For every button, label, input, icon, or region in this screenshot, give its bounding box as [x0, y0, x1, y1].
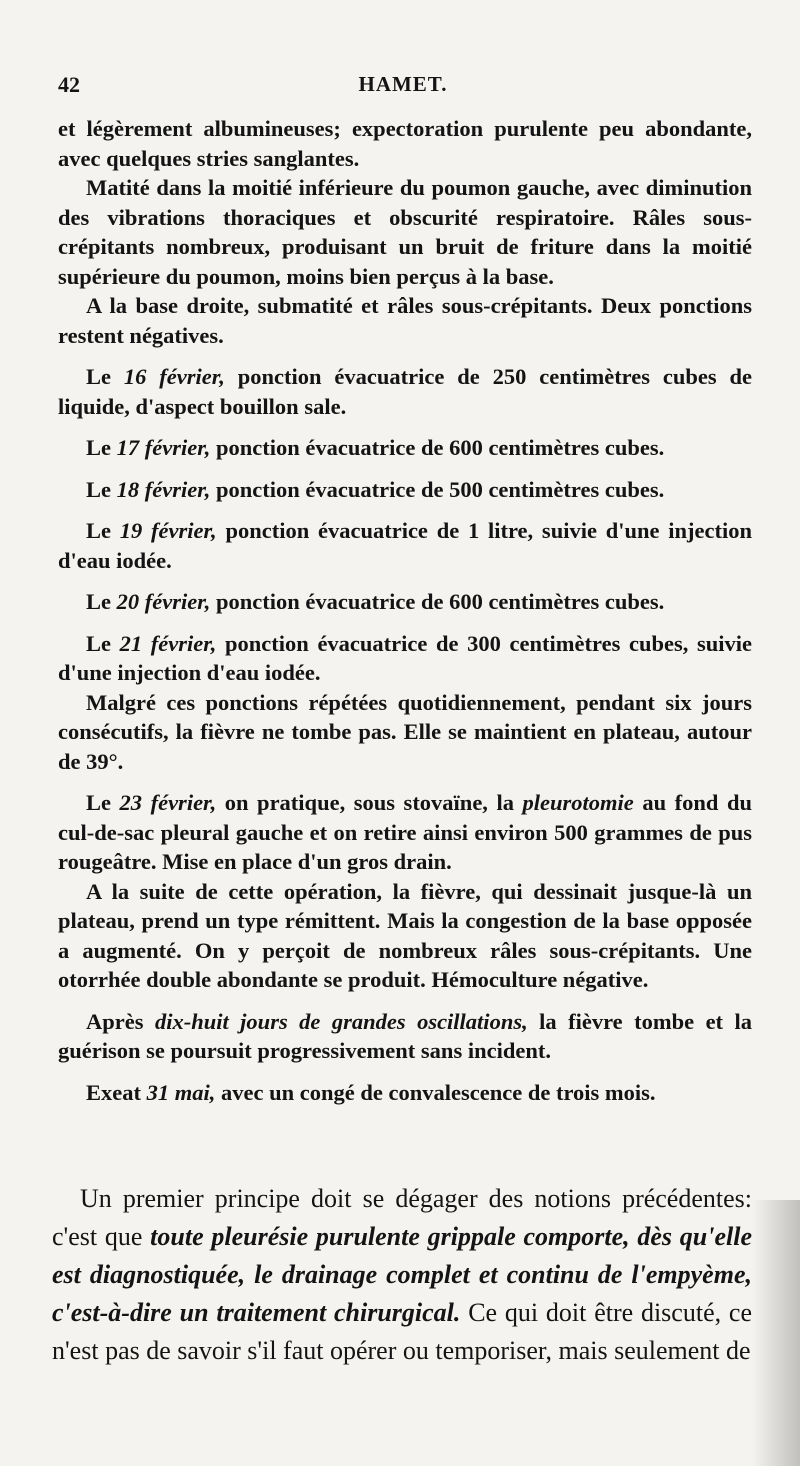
- entry-date: 20 février,: [116, 589, 211, 614]
- paragraph: [58, 1007, 752, 1066]
- text-run: Exeat: [86, 1079, 141, 1105]
- entry-text: ponction évacuatrice de 500 centimètres cubes.: [215, 476, 665, 502]
- entry-date: 18 février,: [116, 476, 211, 502]
- text-run: la fièvre tombe et la guérison se poursuit progressivement sans incident.: [58, 1008, 752, 1063]
- paragraph: A la suite de cette opération, la fièvre, qui dessinait jusque-là un plateau, prend un type rémittent. Mais la congestion de la base opposée a augmenté. On y perçoit de nombreux râles sous-crépitants. Une otorrhée double abondante se produit. Hémoculture négative.: [58, 878, 752, 992]
- page-header: [58, 72, 748, 106]
- diary-entry-21: [58, 629, 752, 688]
- text-run: Après: [86, 1008, 144, 1034]
- emphasis: dès qu'elle est diagnostiquée, le drainage complet et continu de l'empyème, c'est-à-dire un traitement chirurgical.: [52, 1222, 753, 1327]
- text-run: Ce qui doit être discuté, ce n'est pas de savoir s'il faut opérer ou temporiser, mais seulement de: [52, 1298, 752, 1365]
- entry-date: 19 février,: [119, 518, 217, 543]
- entry-text: ponction évacuatrice de 600 centimètres cubes.: [215, 589, 665, 614]
- entry-prefix: Le: [86, 435, 111, 460]
- entry-text: au fond du cul-de-sac pleural gauche et on retire ainsi environ 500 grammes de pus rougeâtre. Mise en place d'un gros drain.: [58, 790, 752, 874]
- paragraph: et légèrement albumineuses; expectoration purulente peu abondante, avec quelques stries sanglantes.: [58, 116, 752, 171]
- emphasis: dix-huit jours de grandes oscillations,: [154, 1008, 528, 1034]
- diary-entry-17: [58, 433, 752, 463]
- entry-date: 21 février,: [119, 630, 217, 656]
- case-report-text: [58, 114, 752, 1107]
- running-title: HAMET.: [358, 72, 448, 96]
- diary-entry-16: [58, 362, 752, 421]
- entry-text: on pratique, sous stovaïne, la: [224, 790, 514, 815]
- entry-prefix: Le: [86, 630, 111, 656]
- entry-date: 23 février,: [119, 790, 217, 815]
- entry-text: ponction évacuatrice de 1 litre, suivie d'une injection d'eau iodée.: [58, 518, 753, 573]
- page-number: 42: [58, 72, 80, 97]
- entry-prefix: Le: [86, 790, 111, 815]
- entry-prefix: Le: [86, 518, 111, 543]
- diary-entry-19: [58, 516, 752, 575]
- text-run: avec un congé de convalescence de trois mois.: [221, 1079, 656, 1105]
- paragraph: [58, 1078, 752, 1108]
- text-run: Un premier principe doit se dégager des notions précédentes: c'est que: [52, 1184, 752, 1251]
- paragraph: A la base droite, submatité et râles sous-crépitants. Deux ponctions restent négatives.: [58, 293, 752, 348]
- entry-term: pleurotomie: [522, 790, 634, 815]
- exeat-date: 31 mai,: [146, 1079, 216, 1105]
- entry-text: ponction évacuatrice de 300 centimètres cubes, suivie d'une injection d'eau iodée.: [58, 630, 752, 685]
- paragraph: Malgré ces ponctions répétées quotidiennement, pendant six jours consécutifs, la fièvre ne tombe pas. Elle se maintient en plateau, autour de 39°.: [58, 689, 752, 774]
- entry-prefix: Le: [86, 364, 111, 389]
- entry-text: ponction évacuatrice de 250 centimètres cubes de liquide, d'aspect bouillon sale.: [58, 364, 753, 419]
- entry-prefix: Le: [86, 589, 111, 614]
- emphasis: toute pleurésie purulente grippale comporte,: [150, 1222, 630, 1251]
- entry-prefix: Le: [86, 476, 111, 502]
- diary-entry-20: [58, 587, 752, 617]
- paragraph: Matité dans la moitié inférieure du poumon gauche, avec diminution des vibrations thoraciques et obscurité respiratoire. Râles sous-crépitants nombreux, produisant un bruit de friture dans la moitié supérieure du poumon, moins bien perçus à la base.: [58, 175, 752, 289]
- paragraph: [52, 1180, 752, 1370]
- entry-date: 17 février,: [116, 435, 211, 460]
- entry-text: ponction évacuatrice de 600 centimètres cubes.: [215, 435, 665, 460]
- diary-entry-23: [58, 788, 752, 877]
- diary-entry-18: [58, 475, 752, 505]
- scan-edge-shadow: [752, 1200, 800, 1466]
- entry-date: 16 février,: [123, 364, 225, 389]
- conclusion-text: [52, 1180, 752, 1370]
